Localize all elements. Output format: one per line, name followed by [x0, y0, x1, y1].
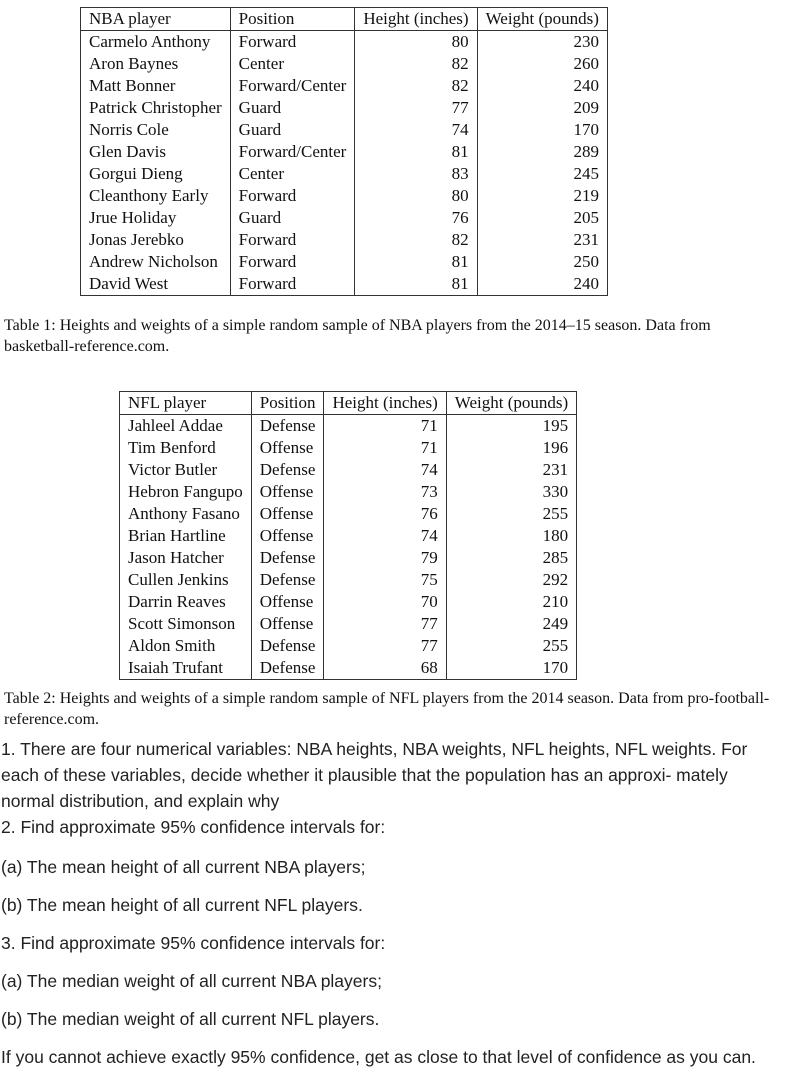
- nfl-cell-player: Tim Benford: [120, 437, 252, 459]
- question-1: 1. There are four numerical variables: NBA heights, NBA weights, NFL heights, NFL weights. For each of these variables, decide whether it plausible that the population has an approxi- mately normal distribution, and explain why: [1, 739, 748, 811]
- nfl-cell-weight: 255: [446, 503, 576, 525]
- nba-cell-player: Gorgui Dieng: [81, 163, 231, 185]
- nfl-cell-position: Defense: [251, 657, 324, 680]
- nfl-cell-position: Defense: [251, 415, 324, 438]
- nfl-cell-weight: 255: [446, 635, 576, 657]
- nba-cell-position: Center: [230, 53, 355, 75]
- nba-cell-height: 80: [355, 185, 477, 207]
- nfl-cell-position: Defense: [251, 459, 324, 481]
- nba-table-row: [81, 251, 608, 273]
- nba-cell-position: Forward: [230, 185, 355, 207]
- nfl-cell-player: Isaiah Trufant: [120, 657, 252, 680]
- nba-cell-player: Glen Davis: [81, 141, 231, 163]
- question-2b: (b) The mean height of all current NFL players.: [1, 895, 363, 915]
- nba-cell-position: Forward: [230, 273, 355, 296]
- nba-cell-player: Cleanthony Early: [81, 185, 231, 207]
- nfl-table-row: [120, 569, 577, 591]
- nfl-cell-weight: 249: [446, 613, 576, 635]
- nba-col-position: Position: [230, 8, 355, 31]
- nba-table-row: [81, 141, 608, 163]
- nfl-cell-player: Scott Simonson: [120, 613, 252, 635]
- nfl-table-header: [120, 392, 577, 415]
- nba-cell-height: 76: [355, 207, 477, 229]
- nba-cell-position: Guard: [230, 207, 355, 229]
- nba-table-row: [81, 273, 608, 296]
- nfl-cell-height: 74: [324, 525, 446, 547]
- nba-cell-player: David West: [81, 273, 231, 296]
- nba-table-row: [81, 97, 608, 119]
- nfl-table-row: [120, 635, 577, 657]
- nfl-cell-weight: 292: [446, 569, 576, 591]
- nba-cell-weight: 289: [477, 141, 607, 163]
- nfl-table-row: [120, 503, 577, 525]
- nba-cell-height: 81: [355, 251, 477, 273]
- nba-cell-weight: 240: [477, 75, 607, 97]
- nfl-cell-player: Anthony Fasano: [120, 503, 252, 525]
- nfl-table-row: [120, 525, 577, 547]
- nba-col-weight: Weight (pounds): [477, 8, 607, 31]
- questions: [1, 736, 786, 1070]
- nfl-table-caption: Table 2: Heights and weights of a simple random sample of NFL players from the 2014 season. Data from pro-football-reference.com.: [4, 690, 770, 728]
- nfl-cell-height: 70: [324, 591, 446, 613]
- nba-table-row: [81, 207, 608, 229]
- nba-cell-player: Patrick Christopher: [81, 97, 231, 119]
- nba-table-row: [81, 31, 608, 54]
- nba-cell-player: Aron Baynes: [81, 53, 231, 75]
- nfl-table-row: [120, 657, 577, 680]
- nba-cell-position: Guard: [230, 97, 355, 119]
- nfl-cell-height: 71: [324, 437, 446, 459]
- nfl-cell-player: Jason Hatcher: [120, 547, 252, 569]
- nba-cell-height: 80: [355, 31, 477, 54]
- nfl-cell-position: Defense: [251, 569, 324, 591]
- nfl-table-row: [120, 415, 577, 438]
- nfl-cell-position: Defense: [251, 635, 324, 657]
- nba-cell-position: Forward: [230, 251, 355, 273]
- nfl-col-player: NFL player: [120, 392, 252, 415]
- nfl-cell-height: 75: [324, 569, 446, 591]
- nfl-cell-player: Cullen Jenkins: [120, 569, 252, 591]
- nfl-table: [119, 391, 577, 680]
- nfl-table-body: [120, 415, 577, 680]
- nfl-cell-height: 71: [324, 415, 446, 438]
- nfl-table-row: [120, 437, 577, 459]
- nfl-cell-position: Offense: [251, 503, 324, 525]
- nba-cell-weight: 231: [477, 229, 607, 251]
- nba-cell-player: Jonas Jerebko: [81, 229, 231, 251]
- question-3: 3. Find approximate 95% confidence intervals for:: [1, 933, 386, 953]
- nba-table-body: [81, 31, 608, 296]
- nfl-cell-weight: 195: [446, 415, 576, 438]
- nba-table-row: [81, 229, 608, 251]
- nfl-cell-height: 77: [324, 635, 446, 657]
- nfl-cell-weight: 196: [446, 437, 576, 459]
- question-3b: (b) The median weight of all current NFL players.: [1, 1009, 380, 1029]
- nfl-table-row: [120, 547, 577, 569]
- nfl-cell-height: 76: [324, 503, 446, 525]
- nfl-table-row: [120, 459, 577, 481]
- nfl-cell-height: 73: [324, 481, 446, 503]
- nfl-cell-position: Offense: [251, 591, 324, 613]
- confidence-note: If you cannot achieve exactly 95% confidence, get as close to that level of confidence as you can.: [1, 1047, 756, 1067]
- nba-cell-weight: 219: [477, 185, 607, 207]
- nfl-cell-player: Brian Hartline: [120, 525, 252, 547]
- nba-cell-player: Norris Cole: [81, 119, 231, 141]
- nfl-cell-weight: 210: [446, 591, 576, 613]
- nba-cell-height: 77: [355, 97, 477, 119]
- nfl-cell-height: 68: [324, 657, 446, 680]
- nfl-header-row: [120, 392, 577, 415]
- nba-col-player: NBA player: [81, 8, 231, 31]
- nba-col-height: Height (inches): [355, 8, 477, 31]
- nfl-cell-weight: 231: [446, 459, 576, 481]
- nfl-cell-player: Victor Butler: [120, 459, 252, 481]
- nba-cell-player: Carmelo Anthony: [81, 31, 231, 54]
- nba-table-row: [81, 75, 608, 97]
- nba-cell-player: Matt Bonner: [81, 75, 231, 97]
- nfl-cell-position: Offense: [251, 525, 324, 547]
- question-2a: (a) The mean height of all current NBA players;: [1, 857, 366, 877]
- question-2: 2. Find approximate 95% confidence intervals for:: [1, 817, 386, 837]
- nba-cell-weight: 209: [477, 97, 607, 119]
- nba-cell-position: Forward: [230, 31, 355, 54]
- nfl-cell-player: Darrin Reaves: [120, 591, 252, 613]
- nba-table-row: [81, 185, 608, 207]
- nfl-cell-position: Offense: [251, 613, 324, 635]
- nfl-col-weight: Weight (pounds): [446, 392, 576, 415]
- nba-cell-height: 81: [355, 141, 477, 163]
- nfl-table-row: [120, 481, 577, 503]
- nba-table-row: [81, 53, 608, 75]
- nba-cell-height: 83: [355, 163, 477, 185]
- nba-cell-weight: 170: [477, 119, 607, 141]
- nba-header-row: [81, 8, 608, 31]
- nba-table-row: [81, 163, 608, 185]
- nba-table-row: [81, 119, 608, 141]
- nba-cell-position: Forward: [230, 229, 355, 251]
- nba-table: [80, 7, 608, 296]
- nfl-cell-player: Aldon Smith: [120, 635, 252, 657]
- nfl-col-height: Height (inches): [324, 392, 446, 415]
- nba-cell-height: 82: [355, 53, 477, 75]
- nba-cell-position: Forward/Center: [230, 141, 355, 163]
- nba-table-caption: Table 1: Heights and weights of a simple random sample of NBA players from the 2014–15 season. Data from basketball-reference.com.: [4, 317, 711, 355]
- nfl-cell-player: Hebron Fangupo: [120, 481, 252, 503]
- nba-table-header: [81, 8, 608, 31]
- nfl-cell-position: Offense: [251, 437, 324, 459]
- nba-cell-height: 82: [355, 75, 477, 97]
- nba-cell-weight: 250: [477, 251, 607, 273]
- nba-cell-height: 82: [355, 229, 477, 251]
- nba-cell-weight: 260: [477, 53, 607, 75]
- nfl-cell-position: Defense: [251, 547, 324, 569]
- nba-cell-height: 74: [355, 119, 477, 141]
- nfl-cell-height: 79: [324, 547, 446, 569]
- nfl-cell-position: Offense: [251, 481, 324, 503]
- nfl-table-row: [120, 591, 577, 613]
- nfl-cell-height: 77: [324, 613, 446, 635]
- nba-cell-height: 81: [355, 273, 477, 296]
- nba-cell-weight: 245: [477, 163, 607, 185]
- nba-cell-weight: 230: [477, 31, 607, 54]
- nba-cell-player: Andrew Nicholson: [81, 251, 231, 273]
- nba-cell-player: Jrue Holiday: [81, 207, 231, 229]
- nfl-cell-weight: 170: [446, 657, 576, 680]
- nba-cell-weight: 205: [477, 207, 607, 229]
- question-3a: (a) The median weight of all current NBA players;: [1, 971, 382, 991]
- nfl-col-position: Position: [251, 392, 324, 415]
- nba-cell-position: Forward/Center: [230, 75, 355, 97]
- nfl-cell-weight: 180: [446, 525, 576, 547]
- nfl-cell-weight: 285: [446, 547, 576, 569]
- nba-cell-weight: 240: [477, 273, 607, 296]
- nfl-cell-weight: 330: [446, 481, 576, 503]
- nfl-cell-player: Jahleel Addae: [120, 415, 252, 438]
- nfl-cell-height: 74: [324, 459, 446, 481]
- nba-cell-position: Guard: [230, 119, 355, 141]
- nfl-table-row: [120, 613, 577, 635]
- nba-cell-position: Center: [230, 163, 355, 185]
